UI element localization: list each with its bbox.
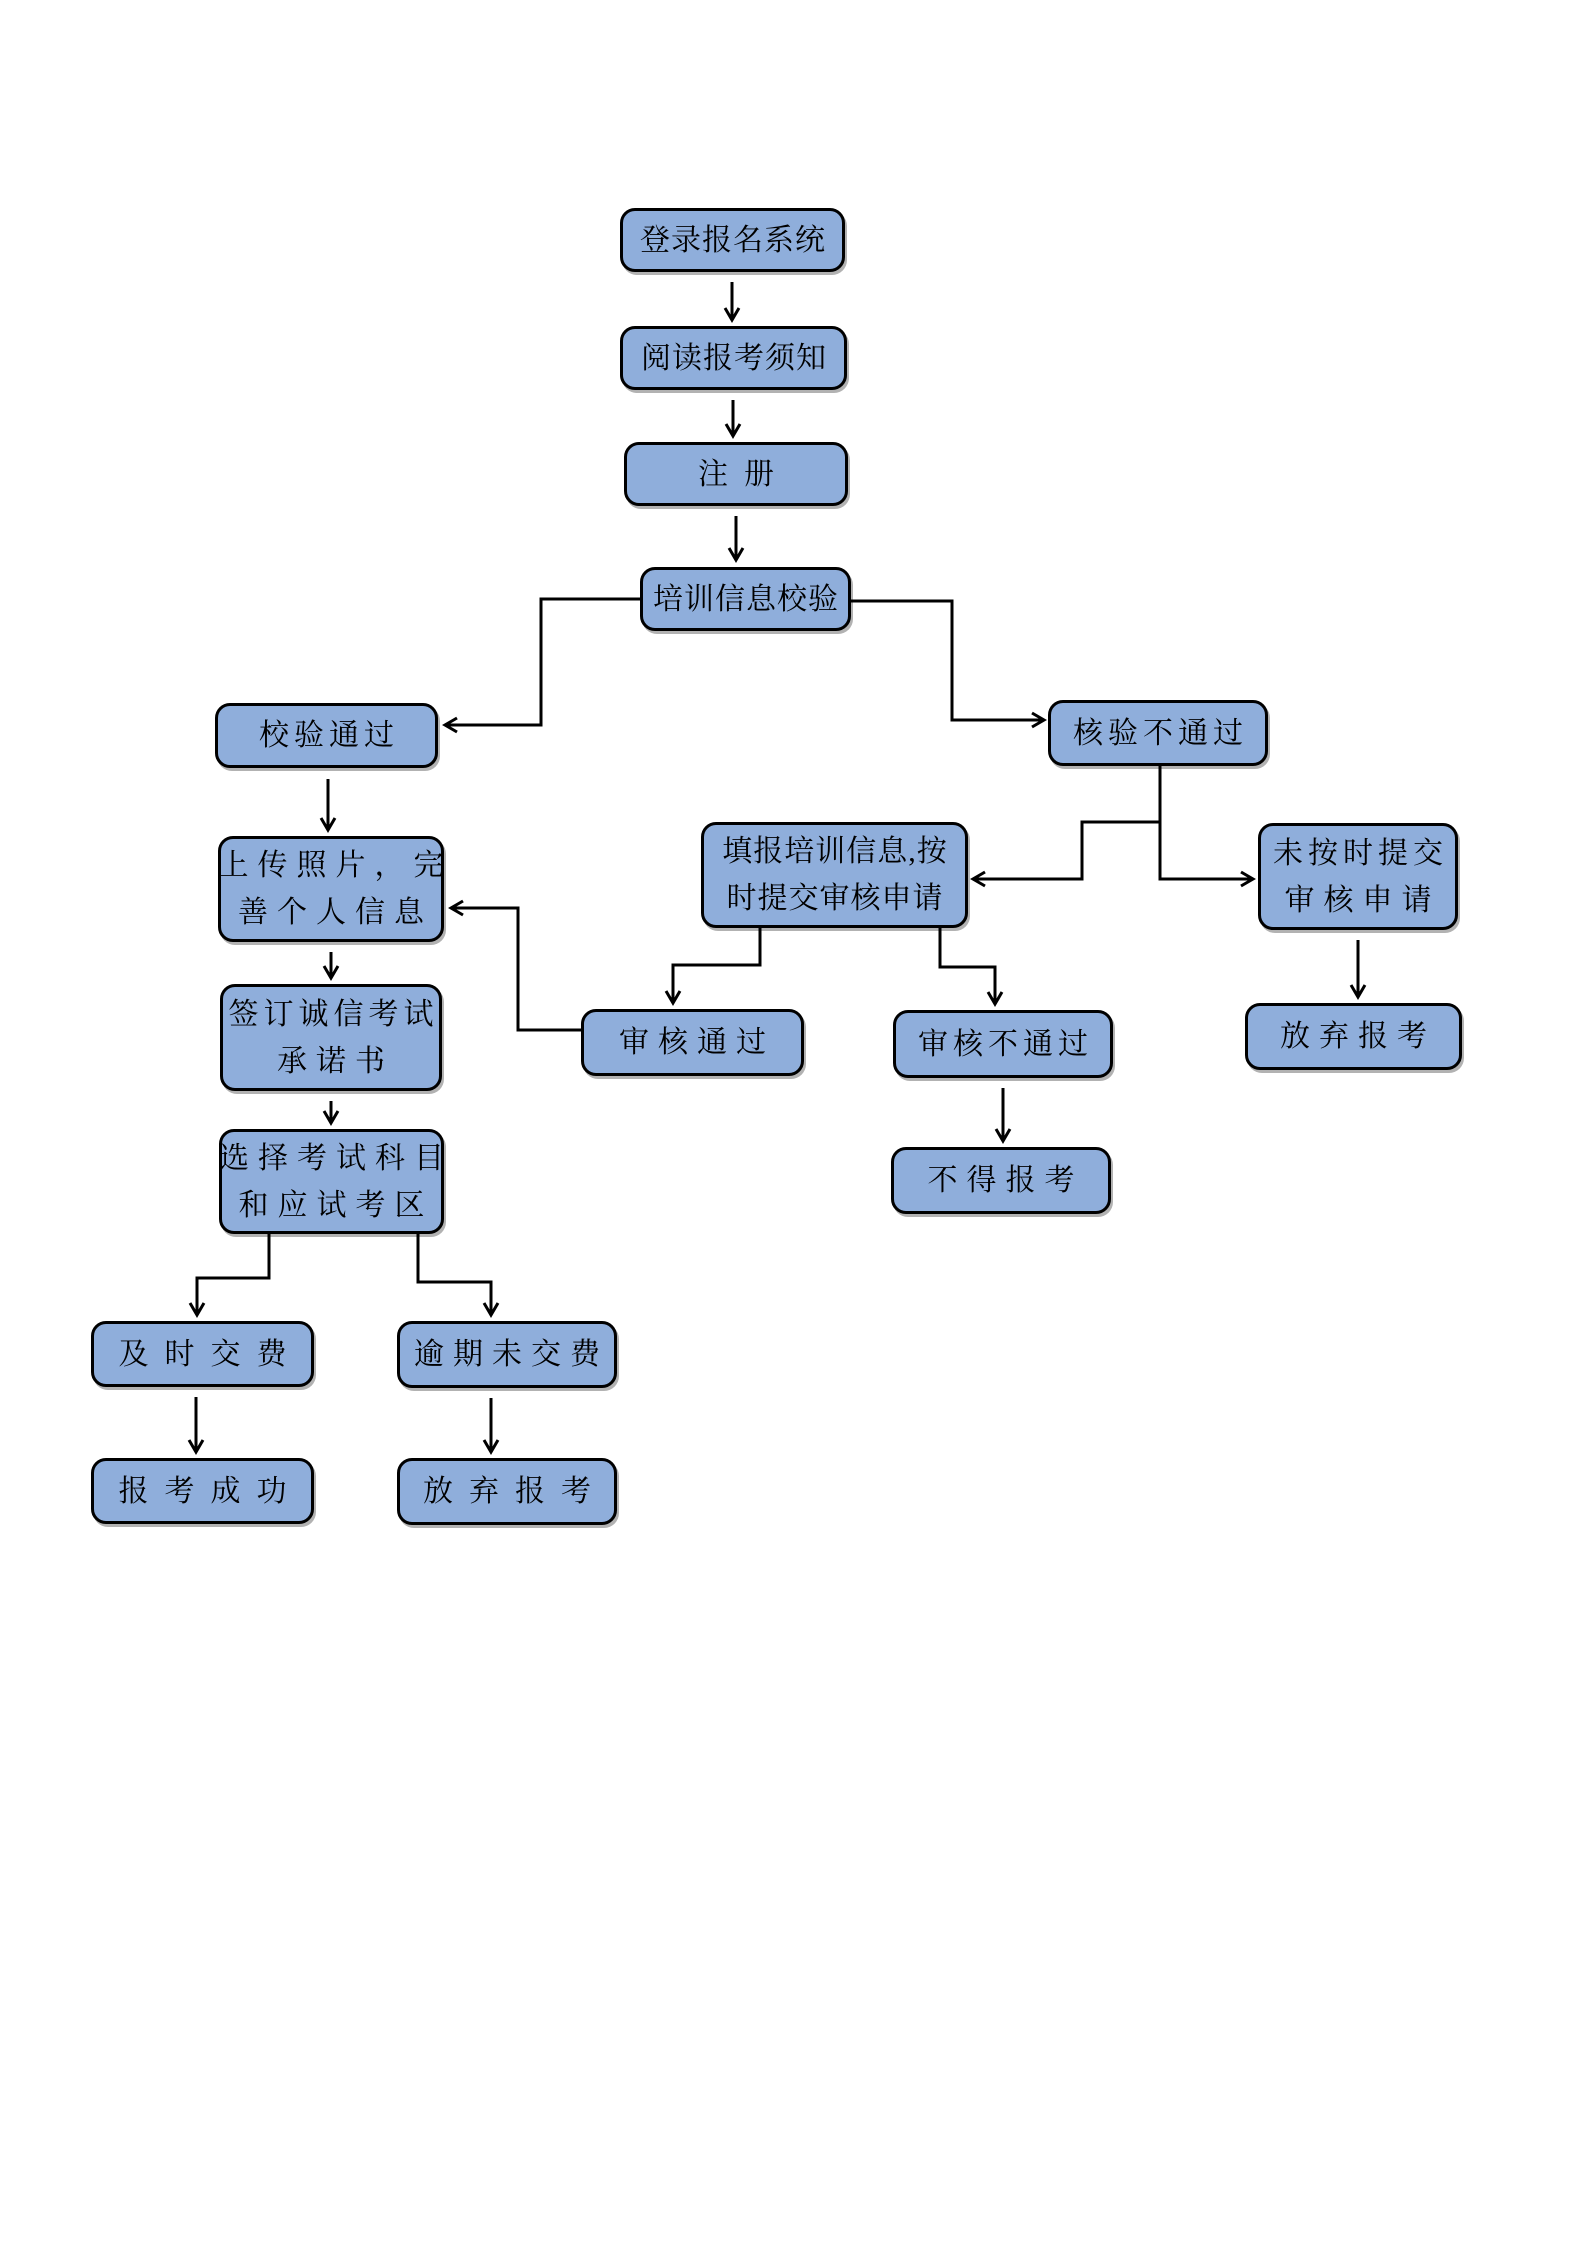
node-label: 培训信息校验: [653, 582, 839, 616]
node-label-line1: 签订诚信考试: [228, 997, 439, 1031]
node-label: 不得报考: [927, 1164, 1084, 1197]
node-label: 登录报名系统: [640, 223, 826, 257]
edge-verify-checkpass: [445, 599, 640, 725]
edge-fill-auditpass: [673, 928, 760, 1003]
flow-node-audit-fail: [893, 1010, 1113, 1078]
node-label-line1: 选择考试科目: [219, 1141, 453, 1175]
flow-node-giveup-left: [397, 1458, 617, 1525]
flow-node-not-submit: [1258, 823, 1458, 930]
node-label: 逾期未交费: [414, 1338, 609, 1371]
edge-fill-auditfail: [940, 928, 995, 1004]
edge-checkfail-fill: [973, 822, 1160, 879]
edge-auditpass-upload: [451, 908, 581, 1030]
flow-node-overdue-unpaid: [397, 1321, 617, 1388]
node-label: 及时交费: [118, 1337, 303, 1371]
flow-node-audit-pass: [581, 1009, 804, 1076]
node-label: 放弃报考: [423, 1475, 607, 1508]
node-label-line1: 填报培训信息,按: [722, 835, 948, 868]
node-label: 审核不通过: [918, 1027, 1093, 1061]
flow-node-sign-promise: [220, 984, 442, 1091]
node-label-line2: 审核申请: [1284, 883, 1441, 917]
flow-node-register-success: [91, 1458, 314, 1524]
node-label-line2: 承诺书: [277, 1044, 394, 1078]
flow-node-verify-info: [640, 567, 851, 631]
node-label: 校验通过: [259, 719, 399, 752]
node-label-line1: 上传照片，完: [218, 849, 453, 882]
flow-node-check-pass: [215, 703, 438, 768]
flow-node-no-register: [891, 1147, 1111, 1214]
flow-node-giveup-right: [1245, 1003, 1462, 1070]
edge-verify-checkfail: [851, 601, 1044, 720]
flow-node-pay-on-time: [91, 1321, 314, 1387]
flow-node-read-notice: [620, 326, 847, 390]
node-label: 报考成功: [118, 1474, 303, 1508]
node-label-line1: 未按时提交: [1273, 836, 1448, 870]
node-label: 阅读报考须知: [641, 341, 827, 375]
flow-node-fill-training: [701, 822, 968, 928]
edge-checkfail-notsubmit: [1160, 766, 1253, 879]
flow-node-register: [624, 442, 848, 506]
node-label: 核验不通过: [1073, 716, 1248, 750]
node-label: 注册: [698, 457, 790, 491]
flow-node-check-fail: [1048, 700, 1268, 766]
flow-node-login: [620, 208, 845, 272]
node-label-line2: 和应试考区: [238, 1188, 434, 1222]
node-label: 放弃报考: [1280, 1020, 1436, 1053]
flow-node-upload-photo: [218, 836, 453, 942]
node-label: 审核通过: [619, 1026, 775, 1059]
edge-choose-overdue: [418, 1234, 491, 1315]
node-label-line2: 善个人信息: [238, 896, 433, 929]
node-label-line2: 时提交审核申请: [726, 882, 944, 915]
flow-node-choose-subject: [219, 1129, 453, 1234]
edge-choose-pay: [197, 1234, 269, 1315]
